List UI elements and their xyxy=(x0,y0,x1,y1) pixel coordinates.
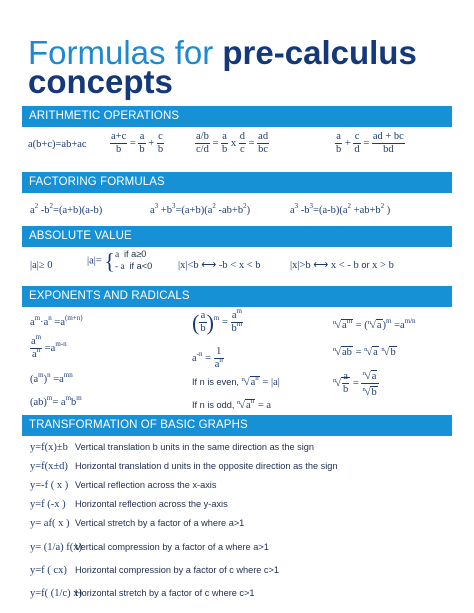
formula-diff-squares: $a^2$ $-b^2=(a+b)(a-b)$ xyxy=(30,202,103,216)
formula-root-quotient: $^n$√ $\frac{a}{b}$ = $\frac{^n√a}{^n√b}$ xyxy=(333,370,377,398)
transform-formula-4: y=f (-x ) xyxy=(30,499,66,510)
formula-frac-add: $\frac{a}{b}$ + $\frac{c}{d}$ = $\frac{ad + bc}{bd}$ xyxy=(336,131,404,155)
formula-root-power: $^n√a^m = (^n√a)^m =a^{m/n}$ xyxy=(333,317,416,331)
transform-text-3: Vertical reflection across the x-axis xyxy=(75,480,217,490)
section-header-transform: TRANSFORMATION OF BASIC GRAPHS xyxy=(22,415,452,436)
transform-formula-7: y=f ( cx) xyxy=(30,565,67,576)
transform-text-8: Horizontal stretch by a factor of c where c>1 xyxy=(75,588,255,598)
if-odd-label: If n is odd, xyxy=(192,400,235,410)
transform-text-4: Horizontal reflection across the y-axis xyxy=(75,499,228,509)
transform-row-8 xyxy=(30,587,255,600)
if-even-label: If n is even, xyxy=(192,377,239,387)
transform-row-1 xyxy=(30,441,315,454)
transform-row-4 xyxy=(30,498,228,511)
title-dark-2: concepts xyxy=(28,63,173,100)
formula-exp-quotient: $\frac{a^m}{a^n}$ $=a^{m-n}$ xyxy=(31,333,67,360)
formula-exp-negative: $a^{-n}$ = $\frac{1}{a^n}$ xyxy=(192,346,223,370)
transform-row-5 xyxy=(30,517,245,530)
transform-formula-5: y= af( x ) xyxy=(30,518,70,529)
transform-formula-6: y= (1/a) f(x) xyxy=(30,542,82,553)
section-header-factoring: FACTORING FORMULAS xyxy=(22,172,452,193)
formula-abs-less: |x|<b ⟷ -b < x < b xyxy=(178,260,261,271)
abs-cond-lt: if a<0 xyxy=(129,261,153,271)
transform-formula-1: y=f(x)±b xyxy=(30,442,68,453)
section-header-absolute: ABSOLUTE VALUE xyxy=(22,226,452,247)
transform-row-3 xyxy=(30,479,217,492)
section-header-exponents: EXPONENTS AND RADICALS xyxy=(22,286,452,307)
transform-text-1: Vertical translation b units in the same direction as the sign xyxy=(75,442,315,452)
transform-formula-3: y=-f ( x ) xyxy=(30,480,69,491)
formula-root-even: If n is even, $^n√a^n = |a|$ xyxy=(192,374,280,388)
formula-abs-nonneg: |a|≥ 0 xyxy=(30,260,53,271)
transform-text-5: Vertical stretch by a factor of a where a>1 xyxy=(75,518,245,528)
section-header-arithmetic: ARITHMETIC OPERATIONS xyxy=(22,106,452,127)
transform-row-6 xyxy=(30,541,269,554)
transform-row-7 xyxy=(30,564,280,577)
formula-sum-cubes: $a^3 +b^3=(a+b)(a^2$ $-ab+b^2$) xyxy=(150,202,251,216)
title-dark: pre-calculus xyxy=(222,34,417,71)
page-title-line2 xyxy=(28,65,173,99)
transform-row-2 xyxy=(30,460,338,473)
transform-formula-2: y=f(x±d) xyxy=(30,461,68,472)
formula-distributive: a(b+c)=ab+ac xyxy=(28,139,87,150)
formula-abs-def: |a|= {a if a≥0 - a if a<0 xyxy=(87,248,153,274)
formula-root-odd: If n is odd, $^n√a^n = a$ xyxy=(192,397,272,411)
abs-cond-ge: if a≥0 xyxy=(123,249,147,259)
formula-exp-power: $(a^m)^n =a^{mn}$ xyxy=(30,371,73,385)
formula-exp-prod-power: $(ab)^m= a^mb^m$ xyxy=(30,394,82,408)
formula-frac-sum: $\frac{a+c}{b}$ = $\frac{a}{b}$ + $\frac{c}{b}$ xyxy=(111,131,164,155)
title-light: Formulas for xyxy=(28,34,214,71)
formula-abs-greater: |x|>b ⟷ x < - b or x > b xyxy=(290,260,394,271)
formula-root-product: $^n$√ab = $^n$√a $^n$√b xyxy=(333,346,396,358)
transform-formula-8: y=f( (1/c) x) xyxy=(30,588,82,599)
transform-text-7: Horizontal compression by a factor of c where c>1 xyxy=(75,565,280,575)
formula-diff-cubes: $a^3$ $-b^3=(a-b)(a^2 +ab+b^2$ ) xyxy=(290,202,391,216)
transform-text-2: Horizontal translation d units in the opposite direction as the sign xyxy=(75,461,338,471)
transform-text-6: Vertical compression by a factor of a where a>1 xyxy=(75,542,269,552)
formula-frac-div: $\frac{a/b}{c/d}$ = $\frac{a}{b}$ x $\frac{d}{c}$ = $\frac{ad}{bc}$ xyxy=(196,131,269,155)
abs-or: or xyxy=(361,260,370,270)
formula-exp-frac-power: ( $\frac{a}{b}$ )$^m$ = $\frac{a^m}{b^m}$ xyxy=(192,307,243,335)
formula-exp-product: $a^m\cdot a^n =a^{(m+n)}$ xyxy=(30,314,83,328)
